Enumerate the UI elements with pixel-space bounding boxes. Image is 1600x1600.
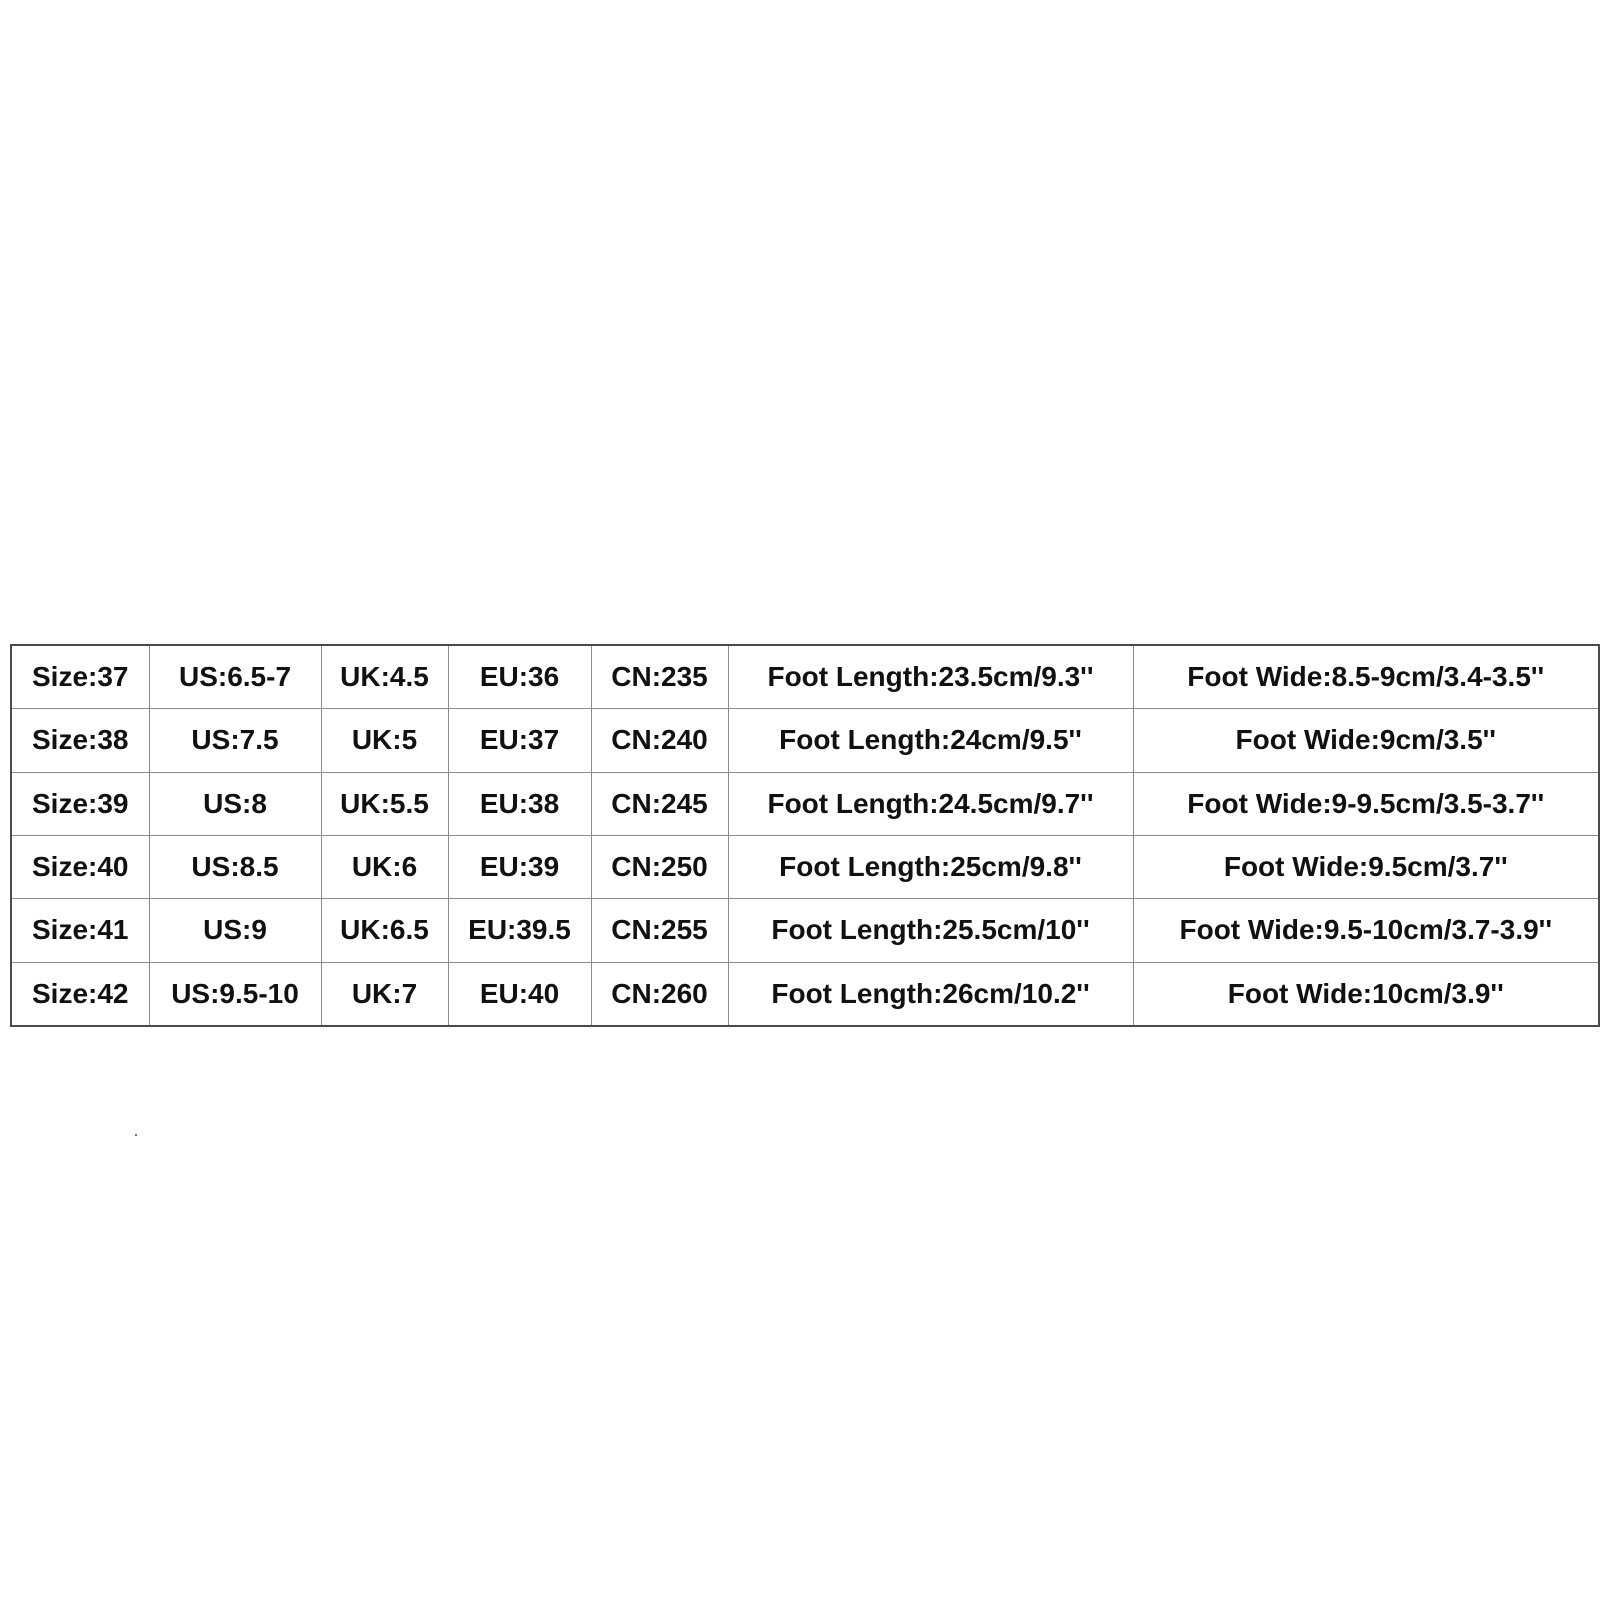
foot-length-cell: Foot Length:23.5cm/9.3'' (728, 645, 1133, 709)
uk-size-cell: UK:6.5 (321, 899, 448, 962)
foot-width-cell: Foot Wide:10cm/3.9'' (1133, 962, 1599, 1026)
foot-length-cell: Foot Length:24.5cm/9.7'' (728, 772, 1133, 835)
foot-width-cell: Foot Wide:9.5cm/3.7'' (1133, 835, 1599, 898)
size-cell: Size:41 (11, 899, 149, 962)
foot-width-cell: Foot Wide:8.5-9cm/3.4-3.5'' (1133, 645, 1599, 709)
size-cell: Size:42 (11, 962, 149, 1026)
foot-length-cell: Foot Length:26cm/10.2'' (728, 962, 1133, 1026)
foot-width-cell: Foot Wide:9.5-10cm/3.7-3.9'' (1133, 899, 1599, 962)
us-size-cell: US:9.5-10 (149, 962, 321, 1026)
foot-length-cell: Foot Length:24cm/9.5'' (728, 709, 1133, 772)
uk-size-cell: UK:5 (321, 709, 448, 772)
cn-size-cell: CN:260 (591, 962, 728, 1026)
uk-size-cell: UK:6 (321, 835, 448, 898)
us-size-cell: US:7.5 (149, 709, 321, 772)
size-chart-body (11, 645, 1599, 1026)
eu-size-cell: EU:36 (448, 645, 591, 709)
us-size-cell: US:8.5 (149, 835, 321, 898)
size-cell: Size:37 (11, 645, 149, 709)
cn-size-cell: CN:240 (591, 709, 728, 772)
uk-size-cell: UK:7 (321, 962, 448, 1026)
eu-size-cell: EU:38 (448, 772, 591, 835)
foot-length-cell: Foot Length:25.5cm/10'' (728, 899, 1133, 962)
uk-size-cell: UK:4.5 (321, 645, 448, 709)
table-row (11, 645, 1599, 709)
eu-size-cell: EU:37 (448, 709, 591, 772)
us-size-cell: US:8 (149, 772, 321, 835)
table-row (11, 899, 1599, 962)
size-chart-table (10, 644, 1600, 1027)
us-size-cell: US:6.5-7 (149, 645, 321, 709)
eu-size-cell: EU:40 (448, 962, 591, 1026)
table-row (11, 835, 1599, 898)
cn-size-cell: CN:250 (591, 835, 728, 898)
size-cell: Size:38 (11, 709, 149, 772)
eu-size-cell: EU:39 (448, 835, 591, 898)
foot-width-cell: Foot Wide:9cm/3.5'' (1133, 709, 1599, 772)
uk-size-cell: UK:5.5 (321, 772, 448, 835)
table-row (11, 772, 1599, 835)
foot-width-cell: Foot Wide:9-9.5cm/3.5-3.7'' (1133, 772, 1599, 835)
foot-length-cell: Foot Length:25cm/9.8'' (728, 835, 1133, 898)
table-row (11, 709, 1599, 772)
stray-dot (135, 1134, 137, 1136)
us-size-cell: US:9 (149, 899, 321, 962)
cn-size-cell: CN:235 (591, 645, 728, 709)
cn-size-cell: CN:245 (591, 772, 728, 835)
eu-size-cell: EU:39.5 (448, 899, 591, 962)
cn-size-cell: CN:255 (591, 899, 728, 962)
size-cell: Size:39 (11, 772, 149, 835)
table-row (11, 962, 1599, 1026)
size-cell: Size:40 (11, 835, 149, 898)
